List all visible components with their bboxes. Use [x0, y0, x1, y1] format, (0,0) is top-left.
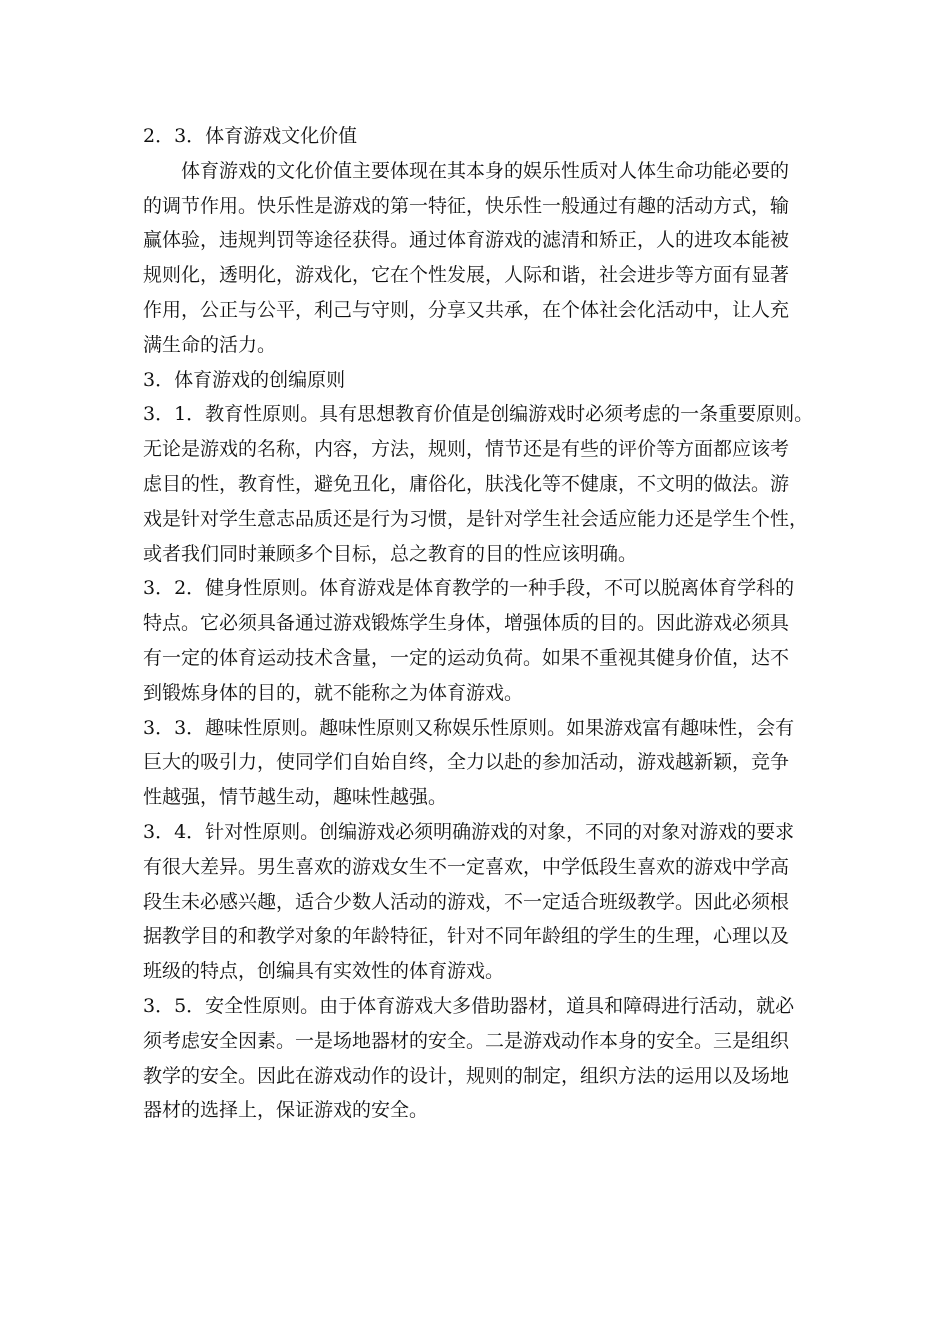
paragraph-line: 满生命的活力。 — [143, 333, 277, 356]
paragraph-line: 3．4．针对性原则。创编游戏必须明确游戏的对象，不同的对象对游戏的要求 — [143, 820, 795, 843]
paragraph-line: 性越强，情节越生动，趣味性越强。 — [143, 786, 448, 809]
paragraph-line: 巨大的吸引力，使同学们自始自终，全力以赴的参加活动，游戏越新颖，竞争 — [143, 751, 790, 774]
paragraph-line: 3．2．健身性原则。体育游戏是体育教学的一种手段，不可以脱离体育学科的 — [143, 577, 795, 600]
paragraph-line: 的调节作用。快乐性是游戏的第一特征，快乐性一般通过有趣的活动方式，输 — [143, 194, 790, 217]
paragraph-line: 特点。它必须具备通过游戏锻炼学生身体，增强体质的目的。因此游戏必须具 — [143, 612, 790, 635]
paragraph-line: 赢体验，违规判罚等途径获得。通过体育游戏的滤清和矫正，人的进攻本能被 — [143, 229, 790, 252]
paragraph-line: 到锻炼身体的目的，就不能称之为体育游戏。 — [143, 681, 524, 704]
paragraph-line: 体育游戏的文化价值主要体现在其本身的娱乐性质对人体生命功能必要的 — [181, 159, 790, 182]
section-heading-3: 3．体育游戏的创编原则 — [143, 368, 346, 391]
paragraph-line: 或者我们同时兼顾多个目标，总之教育的目的性应该明确。 — [143, 542, 638, 565]
paragraph-line: 3．1．教育性原则。具有思想教育价值是创编游戏时必须考虑的一条重要原则。 — [143, 403, 814, 426]
section-heading-2-3: 2．3．体育游戏文化价值 — [143, 125, 358, 147]
paragraph-line: 须考虑安全因素。一是场地器材的安全。二是游戏动作本身的安全。三是组织 — [143, 1029, 790, 1052]
paragraph-line: 规则化，透明化，游戏化，它在个性发展，人际和谐，社会进步等方面有显著 — [143, 264, 790, 287]
paragraph-line: 教学的安全。因此在游戏动作的设计，规则的制定，组织方法的运用以及场地 — [143, 1064, 790, 1087]
paragraph-line: 有很大差异。男生喜欢的游戏女生不一定喜欢，中学低段生喜欢的游戏中学高 — [143, 855, 790, 878]
paragraph-line: 作用，公正与公平，利己与守则，分享又共承，在个体社会化活动中，让人充 — [143, 298, 790, 321]
paragraph-line: 段生未必感兴趣，适合少数人活动的游戏，不一定适合班级教学。因此必须根 — [143, 890, 790, 913]
paragraph-line: 无论是游戏的名称，内容，方法，规则，情节还是有些的评价等方面都应该考 — [143, 438, 790, 461]
paragraph-line: 器材的选择上，保证游戏的安全。 — [143, 1099, 429, 1122]
paragraph-line: 虑目的性，教育性，避免丑化，庸俗化，肤浅化等不健康，不文明的做法。游 — [143, 472, 790, 495]
paragraph-line: 3．5．安全性原则。由于体育游戏大多借助器材，道具和障碍进行活动，就必 — [143, 994, 795, 1017]
paragraph-line: 戏是针对学生意志品质还是行为习惯，是针对学生社会适应能力还是学生个性， — [143, 507, 809, 530]
paragraph-line: 据教学目的和教学对象的年龄特征，针对不同年龄组的学生的生理，心理以及 — [143, 925, 790, 948]
paragraph-line: 班级的特点，创编具有实效性的体育游戏。 — [143, 960, 505, 983]
document-body — [143, 119, 814, 1128]
paragraph-line: 有一定的体育运动技术含量，一定的运动负荷。如果不重视其健身价值，达不 — [143, 646, 790, 669]
paragraph-line: 3．3．趣味性原则。趣味性原则又称娱乐性原则。如果游戏富有趣味性，会有 — [143, 716, 795, 739]
